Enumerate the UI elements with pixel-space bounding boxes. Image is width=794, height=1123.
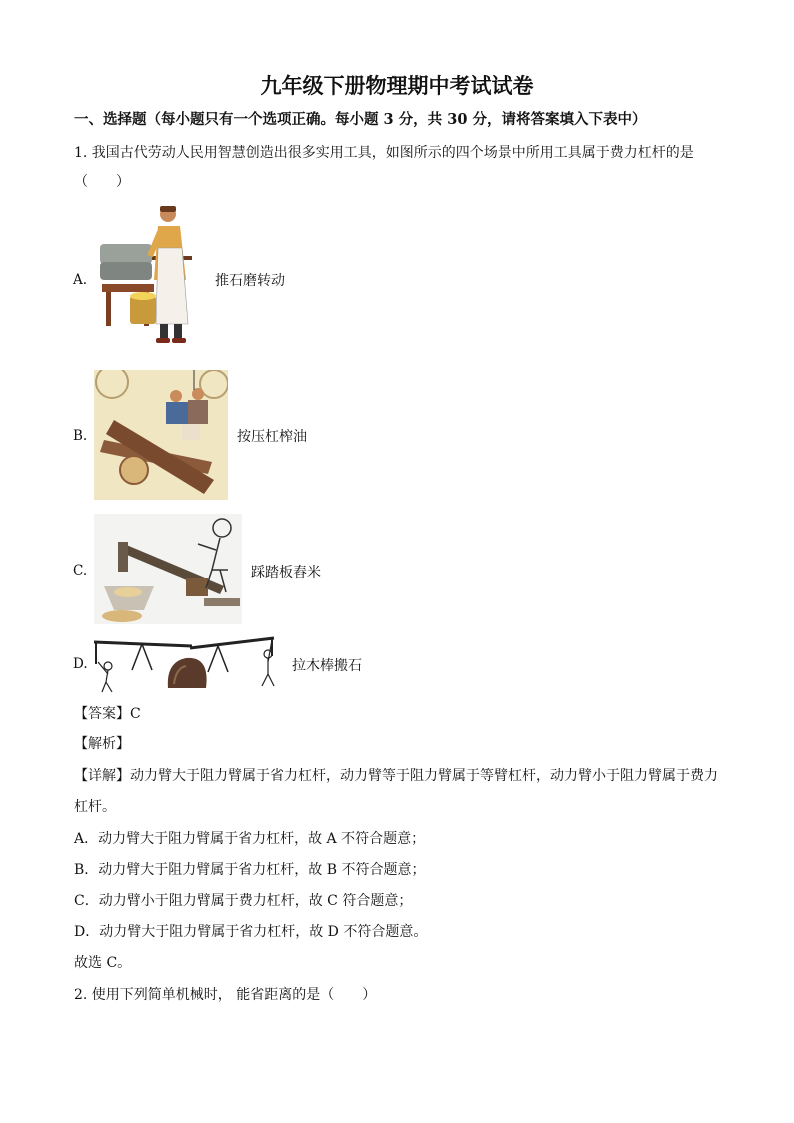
option-c-image	[94, 514, 242, 624]
section-heading: 一、选择题（每小题只有一个选项正确。每小题 3 分，共 30 分，请将答案填入下表中）	[74, 111, 647, 128]
option-b-caption: 按压杠榨油	[237, 429, 307, 445]
question-1-blank: （ ）	[74, 174, 130, 190]
option-d-caption: 拉木棒搬石	[292, 658, 362, 674]
analysis-label: 【解析】	[74, 736, 130, 752]
millstone-figure-illustration	[94, 200, 206, 352]
analysis-line-d: D．动力臂大于阻力臂属于省力杠杆，故 D 不符合题意。	[74, 924, 428, 940]
oil-press-illustration	[94, 370, 228, 500]
option-c-caption: 踩踏板舂米	[251, 565, 321, 581]
detail-line-1: 【详解】动力臂大于阻力臂属于省力杠杆，动力臂等于阻力臂属于等臂杠杆，动力臂小于阻力臂属于费力	[74, 768, 718, 784]
option-d-image	[94, 634, 278, 696]
answer-label: 【答案】	[74, 706, 130, 722]
option-a-caption: 推石磨转动	[215, 273, 285, 289]
option-a-image	[94, 200, 206, 352]
lever-stone-illustration	[94, 634, 278, 696]
option-b-image	[94, 370, 228, 500]
analysis-line-a: A．动力臂大于阻力臂属于省力杠杆，故 A 不符合题意；	[74, 831, 426, 847]
answer-line	[74, 703, 141, 723]
option-a-letter: A.	[73, 272, 88, 288]
option-d-letter: D.	[73, 656, 88, 672]
conclusion: 故选 C。	[74, 955, 132, 971]
option-b-letter: B.	[73, 428, 88, 444]
question-1-stem: 1. 我国古代劳动人民用智慧创造出很多实用工具，如图所示的四个场景中所用工具属于费力杠杆的是	[74, 145, 694, 161]
question-2-stem: 2. 使用下列简单机械时， 能省距离的是（ ）	[74, 987, 377, 1003]
analysis-line-b: B．动力臂大于阻力臂属于省力杠杆，故 B 不符合题意；	[74, 862, 426, 878]
rice-pounder-illustration	[94, 514, 242, 624]
answer-value: C	[130, 706, 141, 722]
analysis-line-c: C．动力臂小于阻力臂属于费力杠杆，故 C 符合题意；	[74, 893, 413, 909]
page-title: 九年级下册物理期中考试试卷	[260, 73, 534, 98]
detail-line-2: 杠杆。	[74, 799, 116, 815]
option-c-letter: C.	[73, 563, 88, 579]
